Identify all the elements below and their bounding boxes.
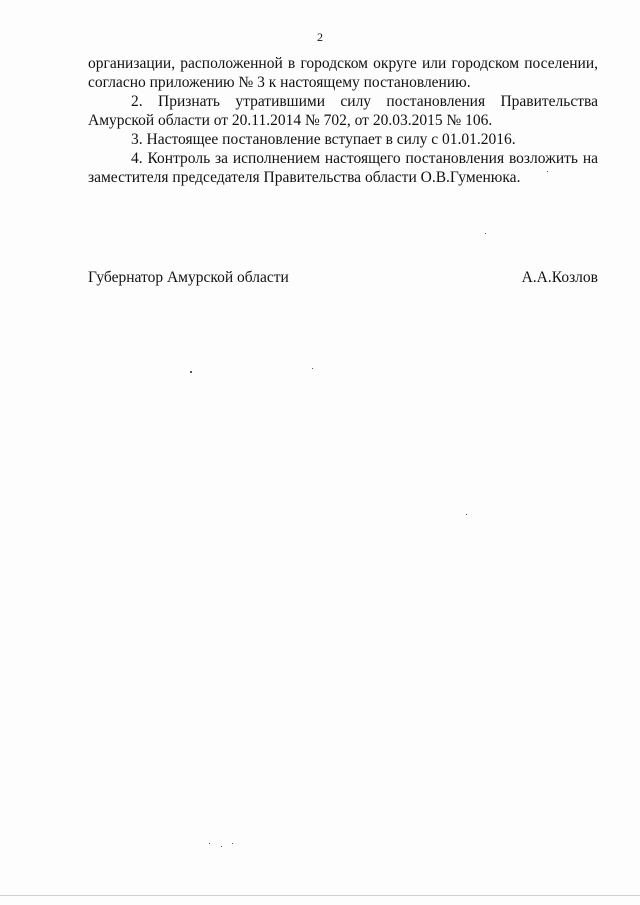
signature-block — [88, 268, 598, 287]
scan-speck — [232, 843, 233, 844]
scan-speck — [312, 368, 313, 369]
scan-edge — [0, 895, 640, 896]
signatory-name: А.А.Козлов — [521, 269, 598, 286]
scan-speck — [209, 843, 210, 844]
paragraph-control: 4. Контроль за исполнением настоящего постановления возложить на заместителя председателя Правительства области О.В.Гуменюка. — [88, 150, 598, 186]
scan-speck — [221, 846, 222, 847]
paragraph-effective-date: 3. Настоящее постановление вступает в силу с 01.01.2016. — [131, 131, 516, 148]
scan-speck — [466, 514, 467, 515]
paragraph-continuation: организации, расположенной в городском округе или городском поселении, согласно приложению № 3 к настоящему постановлению. — [88, 55, 598, 91]
document-body — [88, 54, 598, 187]
page-number: 2 — [317, 30, 323, 44]
signatory-position: Губернатор Амурской области — [88, 269, 289, 286]
scan-speck — [485, 233, 486, 234]
scan-speck — [547, 171, 548, 172]
scan-speck — [190, 371, 192, 373]
paragraph-repeal: 2. Признать утратившими силу постановления Правительства Амурской области от 20.11.2014 № 702, от 20.03.2015 № 106. — [88, 93, 598, 129]
